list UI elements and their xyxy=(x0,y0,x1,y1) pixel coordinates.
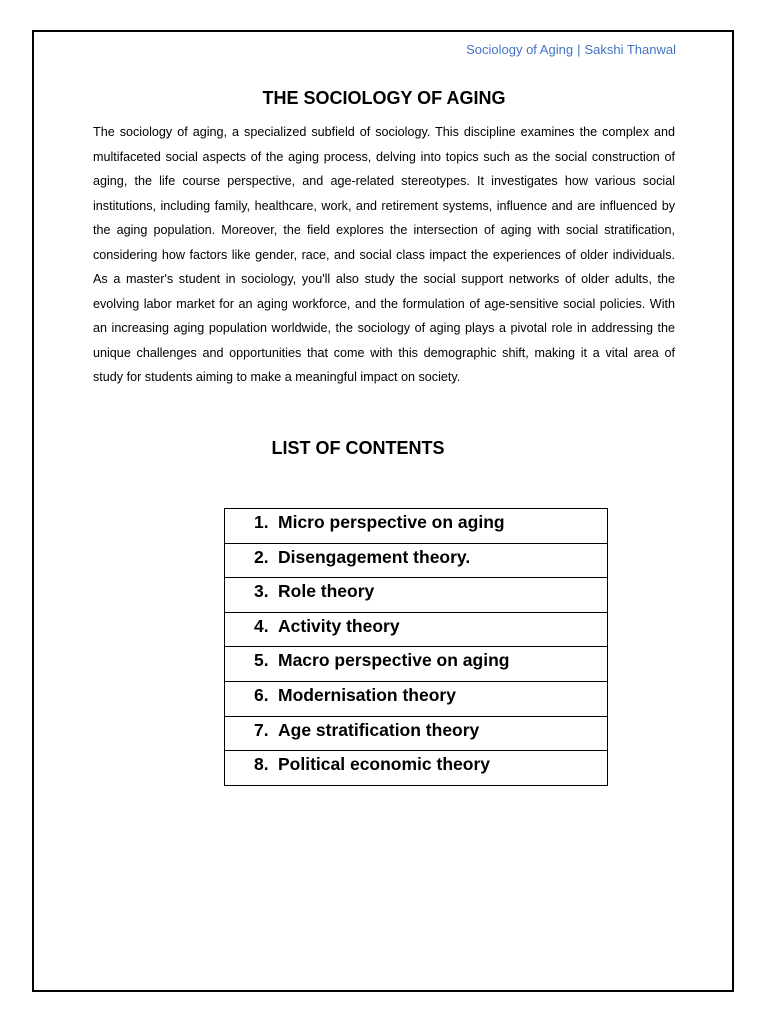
running-header xyxy=(466,42,676,57)
item-label: Disengagement theory. xyxy=(278,546,471,567)
item-number: 4. xyxy=(254,615,269,636)
contents-item xyxy=(225,543,608,578)
contents-item xyxy=(225,509,608,544)
table-row xyxy=(225,751,608,786)
item-number: 7. xyxy=(254,719,269,740)
header-doc-name: Sociology of Aging xyxy=(466,42,574,57)
item-label: Micro perspective on aging xyxy=(278,512,505,532)
table-row xyxy=(225,681,608,716)
contents-heading: LIST OF CONTENTS xyxy=(271,438,445,458)
table-row xyxy=(225,543,608,578)
item-number: 5. xyxy=(254,650,269,671)
contents-item xyxy=(225,612,608,647)
header-author: Sakshi Thanwal xyxy=(584,42,676,57)
header-separator: | xyxy=(577,42,581,57)
item-label: Age stratification theory xyxy=(278,719,480,740)
table-row xyxy=(225,509,608,544)
item-label: Activity theory xyxy=(278,615,400,636)
contents-item xyxy=(225,681,608,716)
intro-paragraph: The sociology of aging, a specialized subfield of sociology. This discipline examines the complex and multifaceted social aspects of the aging process, delving into topics such as the social construction of aging, the life course perspective, and age-related stereotypes. It investigates how various social institutions, including family, healthcare, work, and retirement systems, influence and are influenced by the aging population. Moreover, the field explores the intersection of aging with social stratification, considering how factors like gender, race, and social class impact the experiences of older individuals. As a master's student in sociology, you'll also study the social support networks of older adults, the evolving labor market for an aging workforce, and the formulation of age-sensitive social policies. With an increasing aging population worldwide, the sociology of aging plays a pivotal role in addressing the unique challenges and opportunities that come with this demographic shift, making it a vital area of study for students aiming to make a meaningful impact on society. xyxy=(93,125,675,384)
item-number: 1. xyxy=(254,512,269,532)
item-label: Modernisation theory xyxy=(278,684,456,705)
item-number: 2. xyxy=(254,546,269,567)
document-title: THE SOCIOLOGY OF AGING xyxy=(262,88,506,108)
table-row xyxy=(225,647,608,682)
item-number: 3. xyxy=(254,581,269,602)
contents-item xyxy=(225,751,608,786)
contents-table xyxy=(224,508,608,786)
table-row xyxy=(225,578,608,613)
contents-item xyxy=(225,716,608,751)
item-label: Role theory xyxy=(278,581,375,602)
contents-item xyxy=(225,647,608,682)
item-label: Macro perspective on aging xyxy=(278,650,510,671)
table-row xyxy=(225,716,608,751)
table-row xyxy=(225,612,608,647)
item-label: Political economic theory xyxy=(278,754,490,775)
contents-item xyxy=(225,578,608,613)
item-number: 6. xyxy=(254,684,269,705)
item-number: 8. xyxy=(254,754,269,775)
